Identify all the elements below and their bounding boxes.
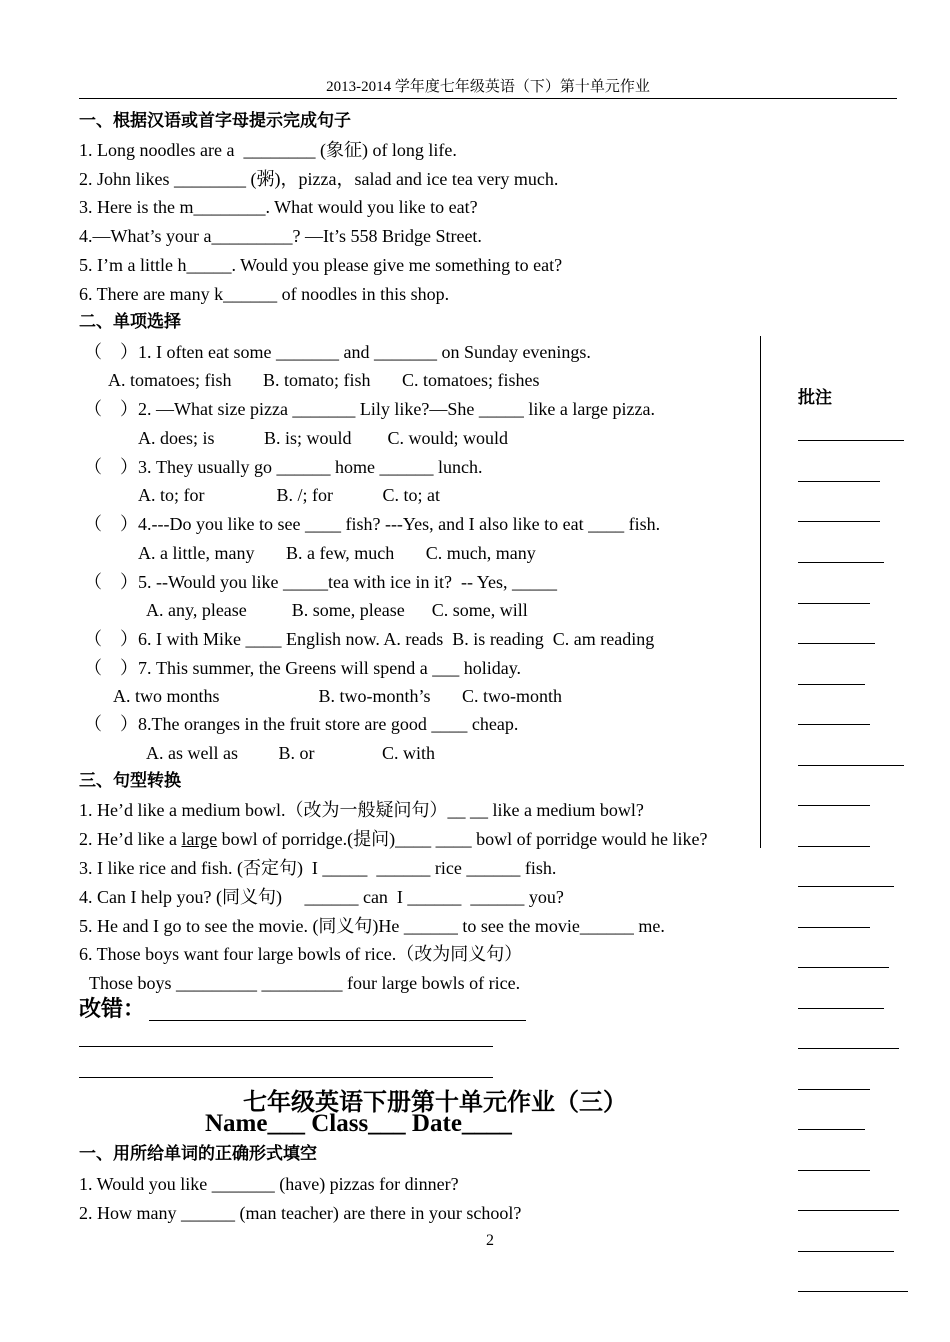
note-line <box>798 521 880 522</box>
note-line <box>798 603 870 604</box>
note-line <box>798 927 870 928</box>
note-line <box>798 1129 865 1130</box>
s2-q3-options: A. to; for B. /; for C. to; at <box>138 485 440 505</box>
s3-line-6: 6. Those boys want four large bowls of rice.（改为同义句） <box>79 944 523 964</box>
s2-q7-options: A. two months B. two-month’s C. two-month <box>113 686 563 706</box>
correction-blank-2 <box>79 1046 493 1047</box>
note-label: 批注 <box>798 388 832 408</box>
s2-q5: （ ）5. --Would you like _____tea with ice in it? -- Yes, _____ <box>84 572 557 592</box>
page-number: 2 <box>486 1232 494 1249</box>
note-line <box>798 440 904 441</box>
s1-line-3: 3. Here is the m________. What would you like to eat? <box>79 197 478 217</box>
note-line <box>798 1210 899 1211</box>
s3-line-3: 3. I like rice and fish. (否定句) I _____ ______ rice ______ fish. <box>79 858 557 878</box>
margin-divider <box>760 336 761 848</box>
s1-line-6: 6. There are many k______ of noodles in this shop. <box>79 284 450 304</box>
note-line <box>798 886 894 887</box>
note-line <box>798 1251 894 1252</box>
s1-line-2: 2. John likes ________ (粥)，pizza，salad and ice tea very much. <box>79 169 559 189</box>
note-line <box>798 805 870 806</box>
note-line <box>798 1089 870 1090</box>
note-line <box>798 967 889 968</box>
section-2-title: 二、单项选择 <box>79 312 181 332</box>
s3-line-2: 2. He’d like a large bowl of porridge.(提问)____ ____ bowl of porridge would he like? <box>79 829 708 849</box>
note-line <box>798 1048 899 1049</box>
s1-line-1: 1. Long noodles are a ________ (象征) of long life. <box>79 140 457 160</box>
part3-fields: Name___ Class___ Date____ <box>205 1110 512 1137</box>
note-line <box>798 1008 884 1009</box>
correction-blank-1 <box>149 1020 526 1021</box>
note-line <box>798 846 870 847</box>
correction-blank-3 <box>79 1077 493 1078</box>
s2-q1: （ ）1. I often eat some _______ and _______ on Sunday evenings. <box>84 342 591 362</box>
note-line <box>798 765 904 766</box>
s2-q4-options: A. a little, many B. a few, much C. much, many <box>138 543 536 563</box>
note-line <box>798 724 870 725</box>
s2-q8-options: A. as well as B. or C. with <box>146 743 435 763</box>
note-line <box>798 684 865 685</box>
note-line <box>798 643 875 644</box>
s3-line-4: 4. Can I help you? (同义句) ______ can I ______ ______ you? <box>79 887 564 907</box>
note-line <box>798 1291 908 1292</box>
s2-q8: （ ）8.The oranges in the fruit store are good ____ cheap. <box>84 714 519 734</box>
part3-title: 七年级英语下册第十单元作业（三） <box>243 1088 627 1116</box>
s3-line-1: 1. He’d like a medium bowl.（改为一般疑问句）__ __ like a medium bowl? <box>79 800 644 820</box>
s2-q4: （ ）4.---Do you like to see ____ fish? ---Yes, and I also like to eat ____ fish. <box>84 514 661 534</box>
section-1-title: 一、根据汉语或首字母提示完成句子 <box>79 111 351 131</box>
note-line <box>798 481 880 482</box>
note-line <box>798 1170 870 1171</box>
underlined-word: large <box>181 829 218 849</box>
s2-q1-options: A. tomatoes; fish B. tomato; fish C. tomatoes; fishes <box>108 370 540 390</box>
s4-line-1: 1. Would you like _______ (have) pizzas for dinner? <box>79 1174 459 1194</box>
s2-q5-options: A. any, please B. some, please C. some, will <box>146 600 528 620</box>
s1-line-5: 5. I’m a little h_____. Would you please give me something to eat? <box>79 255 563 275</box>
s2-q2-options: A. does; is B. is; would C. would; would <box>138 428 509 448</box>
s2-q7: （ ）7. This summer, the Greens will spend a ___ holiday. <box>84 658 522 678</box>
s2-q6: （ ）6. I with Mike ____ English now. A. reads B. is reading C. am reading <box>84 629 655 649</box>
page-header: 2013-2014 学年度七年级英语（下）第十单元作业 <box>79 78 897 99</box>
s2-q3: （ ）3. They usually go ______ home ______ lunch. <box>84 457 483 477</box>
section-4-title: 一、用所给单词的正确形式填空 <box>79 1144 317 1164</box>
s3-line-5: 5. He and I go to see the movie. (同义句)He ______ to see the movie______ me. <box>79 916 665 936</box>
note-line <box>798 562 884 563</box>
s3-line-7: Those boys _________ _________ four large bowls of rice. <box>89 973 521 993</box>
s1-line-4: 4.—What’s your a_________? —It’s 558 Bridge Street. <box>79 226 482 246</box>
s2-q2: （ ）2. —What size pizza _______ Lily like?—She _____ like a large pizza. <box>84 399 656 419</box>
correction-label: 改错： <box>79 997 146 1022</box>
s4-line-2: 2. How many ______ (man teacher) are there in your school? <box>79 1203 522 1223</box>
section-3-title: 三、句型转换 <box>79 771 181 791</box>
